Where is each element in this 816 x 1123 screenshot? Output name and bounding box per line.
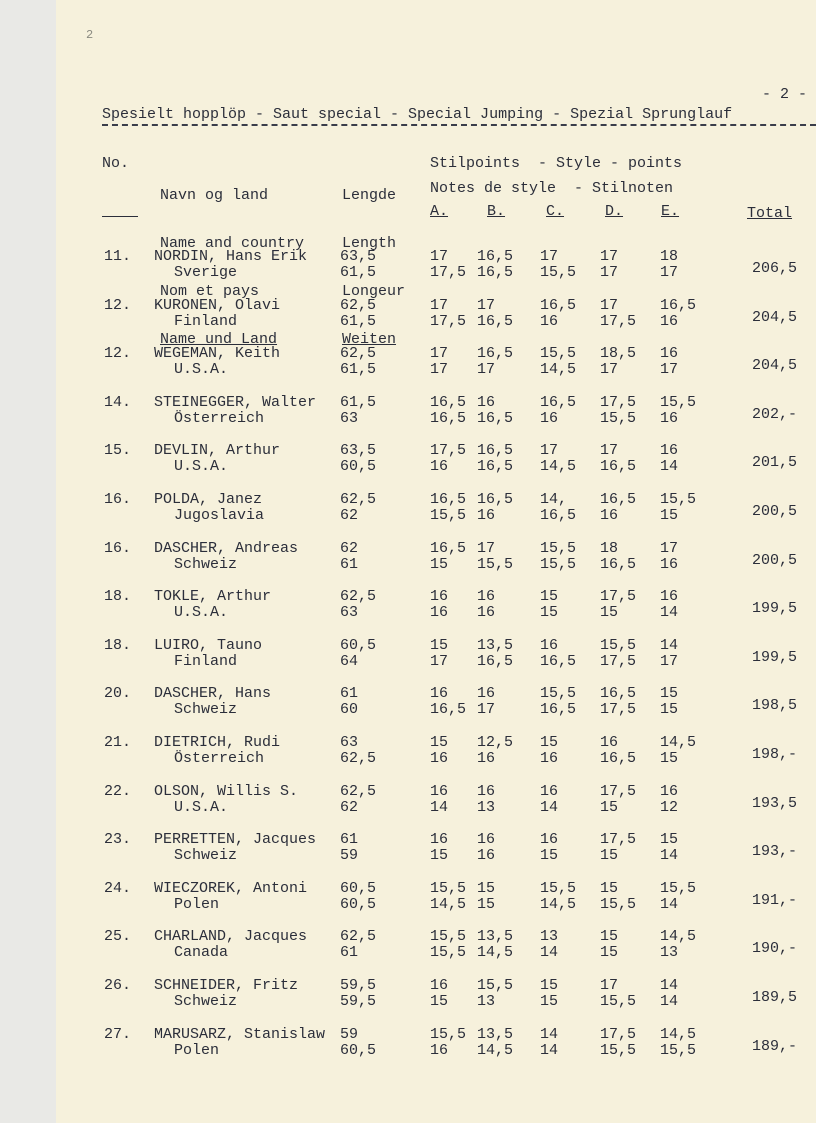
style-points-jump1: 17,5 xyxy=(600,1026,637,1043)
jump-length-2: 60 xyxy=(340,701,359,718)
style-points-jump2: 15,5 xyxy=(430,507,467,524)
style-points-jump1: 16,5 xyxy=(477,442,514,459)
style-points-jump1: 17,5 xyxy=(600,831,637,848)
style-points-jump1: 16 xyxy=(430,588,449,605)
style-points-jump2: 16 xyxy=(540,410,559,427)
style-points-jump1: 14,5 xyxy=(660,734,697,751)
style-points-jump1: 17,5 xyxy=(600,394,637,411)
style-points-jump1: 15,5 xyxy=(540,540,577,557)
jump-length-1: 62,5 xyxy=(340,783,377,800)
header-style-line2: Notes de style - Stilnoten xyxy=(430,180,674,197)
total-score: 189,- xyxy=(751,1038,797,1055)
style-points-jump1: 17 xyxy=(430,297,449,314)
style-points-jump2: 12 xyxy=(660,799,679,816)
style-points-jump2: 14 xyxy=(660,896,679,913)
style-points-jump1: 17 xyxy=(600,977,619,994)
total-score: 202,- xyxy=(751,406,797,423)
jump-length-1: 63,5 xyxy=(340,442,377,459)
style-points-jump2: 15 xyxy=(600,604,619,621)
athlete-country: Sverige xyxy=(174,264,238,281)
style-points-jump2: 17,5 xyxy=(600,653,637,670)
style-points-jump1: 14,5 xyxy=(660,1026,697,1043)
style-points-jump2: 13 xyxy=(477,799,496,816)
style-points-jump2: 14 xyxy=(540,1042,559,1059)
style-points-jump2: 14 xyxy=(540,799,559,816)
athlete-country: U.S.A. xyxy=(174,361,229,378)
style-points-jump2: 13 xyxy=(660,944,679,961)
row-number: 25. xyxy=(104,928,132,945)
style-points-jump2: 15 xyxy=(540,847,559,864)
jump-length-2: 61 xyxy=(340,944,359,961)
style-points-jump1: 17 xyxy=(600,442,619,459)
total-score: 200,5 xyxy=(751,503,797,520)
jump-length-1: 62 xyxy=(340,540,359,557)
style-points-jump2: 16,5 xyxy=(477,264,514,281)
style-points-jump2: 16 xyxy=(430,604,449,621)
athlete-country: Jugoslavia xyxy=(174,507,265,524)
style-points-jump1: 17 xyxy=(430,248,449,265)
athlete-name: LUIRO, Tauno xyxy=(154,637,263,654)
style-points-jump1: 17 xyxy=(540,248,559,265)
total-score: 193,- xyxy=(751,843,797,860)
jump-length-2: 61,5 xyxy=(340,361,377,378)
style-points-jump1: 16,5 xyxy=(477,491,514,508)
row-number: 20. xyxy=(104,685,132,702)
style-points-jump2: 16 xyxy=(660,410,679,427)
jump-length-1: 59 xyxy=(340,1026,359,1043)
row-number: 18. xyxy=(104,588,132,605)
total-score: 200,5 xyxy=(751,552,797,569)
dashed-rule xyxy=(102,124,816,126)
style-points-jump2: 16,5 xyxy=(477,653,514,670)
row-number: 18. xyxy=(104,637,132,654)
style-points-jump1: 12,5 xyxy=(477,734,514,751)
total-score: 206,5 xyxy=(751,260,797,277)
athlete-country: Finland xyxy=(174,313,238,330)
jump-length-2: 62,5 xyxy=(340,750,377,767)
jump-length-2: 61 xyxy=(340,556,359,573)
style-points-jump2: 15 xyxy=(660,750,679,767)
style-points-jump1: 16 xyxy=(430,831,449,848)
style-points-jump2: 16 xyxy=(660,556,679,573)
header-name-line: Name and country xyxy=(160,235,305,252)
style-points-jump2: 16 xyxy=(430,1042,449,1059)
row-number: 27. xyxy=(104,1026,132,1043)
athlete-name: STEINEGGER, Walter xyxy=(154,394,317,411)
style-points-jump1: 15,5 xyxy=(540,880,577,897)
style-points-jump1: 18 xyxy=(660,248,679,265)
jump-length-2: 59 xyxy=(340,847,359,864)
style-points-jump1: 16 xyxy=(477,831,496,848)
total-score: 190,- xyxy=(751,940,797,957)
total-score: 204,5 xyxy=(751,357,797,374)
style-points-jump2: 16,5 xyxy=(540,701,577,718)
athlete-name: TOKLE, Arthur xyxy=(154,588,272,605)
athlete-country: Polen xyxy=(174,1042,220,1059)
jump-length-1: 62,5 xyxy=(340,345,377,362)
style-points-jump2: 16 xyxy=(540,750,559,767)
style-points-jump1: 18,5 xyxy=(600,345,637,362)
style-points-jump1: 14, xyxy=(540,491,568,508)
style-points-jump2: 15,5 xyxy=(600,410,637,427)
style-points-jump1: 15,5 xyxy=(430,880,467,897)
style-points-jump1: 13,5 xyxy=(477,1026,514,1043)
athlete-country: Schweiz xyxy=(174,701,238,718)
style-points-jump2: 17 xyxy=(477,361,496,378)
jump-length-2: 59,5 xyxy=(340,993,377,1010)
style-points-jump1: 14 xyxy=(540,1026,559,1043)
athlete-country: U.S.A. xyxy=(174,799,229,816)
athlete-country: Schweiz xyxy=(174,556,238,573)
athlete-country: Schweiz xyxy=(174,847,238,864)
style-points-jump2: 15 xyxy=(600,847,619,864)
style-points-jump1: 13 xyxy=(540,928,559,945)
style-points-jump2: 16 xyxy=(600,507,619,524)
style-points-jump1: 16,5 xyxy=(540,394,577,411)
style-points-jump1: 16 xyxy=(477,588,496,605)
style-points-jump2: 15 xyxy=(430,847,449,864)
page-number: - 2 - xyxy=(762,86,808,103)
jump-length-2: 60,5 xyxy=(340,458,377,475)
jump-length-1: 62,5 xyxy=(340,928,377,945)
athlete-country: Polen xyxy=(174,896,220,913)
style-points-jump2: 17 xyxy=(430,653,449,670)
style-points-jump2: 15,5 xyxy=(660,1042,697,1059)
jump-length-2: 60,5 xyxy=(340,896,377,913)
style-points-jump2: 16,5 xyxy=(477,410,514,427)
jump-length-2: 62 xyxy=(340,507,359,524)
style-points-jump1: 16,5 xyxy=(430,491,467,508)
header-length-line: Longeur xyxy=(342,283,406,300)
style-points-jump2: 14 xyxy=(660,993,679,1010)
header-length-line: Weiten xyxy=(342,331,397,348)
style-points-jump2: 16,5 xyxy=(430,410,467,427)
jump-length-2: 60,5 xyxy=(340,1042,377,1059)
style-points-jump2: 15,5 xyxy=(600,993,637,1010)
style-points-jump2: 16,5 xyxy=(477,313,514,330)
style-points-jump2: 17 xyxy=(660,653,679,670)
style-points-jump2: 17 xyxy=(600,361,619,378)
style-points-jump2: 17,5 xyxy=(430,264,467,281)
style-points-jump1: 13,5 xyxy=(477,637,514,654)
style-points-jump2: 14,5 xyxy=(430,896,467,913)
row-number: 24. xyxy=(104,880,132,897)
jump-length-1: 62,5 xyxy=(340,297,377,314)
style-points-jump1: 15,5 xyxy=(660,880,697,897)
style-points-jump1: 15 xyxy=(600,880,619,897)
header-judge-b: B. xyxy=(487,203,506,220)
style-points-jump2: 17,5 xyxy=(600,313,637,330)
style-points-jump2: 16,5 xyxy=(600,556,637,573)
style-points-jump1: 15 xyxy=(540,734,559,751)
athlete-name: CHARLAND, Jacques xyxy=(154,928,308,945)
style-points-jump1: 17 xyxy=(660,540,679,557)
style-points-jump1: 15 xyxy=(660,685,679,702)
total-score: 191,- xyxy=(751,892,797,909)
style-points-jump1: 16 xyxy=(540,637,559,654)
style-points-jump2: 15,5 xyxy=(477,556,514,573)
header-judge-e: E. xyxy=(661,203,680,220)
style-points-jump2: 14 xyxy=(660,847,679,864)
athlete-name: DIETRICH, Rudi xyxy=(154,734,281,751)
jump-length-1: 59,5 xyxy=(340,977,377,994)
row-number: 12. xyxy=(104,297,132,314)
total-score: 204,5 xyxy=(751,309,797,326)
style-points-jump2: 16 xyxy=(430,750,449,767)
style-points-jump1: 15,5 xyxy=(477,977,514,994)
athlete-country: U.S.A. xyxy=(174,458,229,475)
style-points-jump2: 15,5 xyxy=(540,556,577,573)
style-points-jump1: 15,5 xyxy=(600,637,637,654)
jump-length-1: 63 xyxy=(340,734,359,751)
row-number: 16. xyxy=(104,540,132,557)
athlete-name: DASCHER, Hans xyxy=(154,685,272,702)
header-no: No. xyxy=(102,155,130,172)
style-points-jump2: 15,5 xyxy=(600,1042,637,1059)
row-number: 26. xyxy=(104,977,132,994)
style-points-jump2: 15 xyxy=(600,799,619,816)
style-points-jump2: 16,5 xyxy=(600,750,637,767)
row-number: 15. xyxy=(104,442,132,459)
style-points-jump2: 15,5 xyxy=(430,944,467,961)
style-points-jump1: 16,5 xyxy=(600,491,637,508)
header-name-line: Name und Land xyxy=(160,331,278,348)
style-points-jump2: 15 xyxy=(540,993,559,1010)
style-points-jump1: 16 xyxy=(477,783,496,800)
style-points-jump2: 14 xyxy=(430,799,449,816)
style-points-jump1: 18 xyxy=(600,540,619,557)
row-number: 21. xyxy=(104,734,132,751)
style-points-jump1: 14 xyxy=(660,637,679,654)
style-points-jump1: 16 xyxy=(477,394,496,411)
style-points-jump2: 17 xyxy=(660,264,679,281)
style-points-jump1: 15,5 xyxy=(660,394,697,411)
athlete-name: DEVLIN, Arthur xyxy=(154,442,281,459)
style-points-jump1: 16 xyxy=(430,685,449,702)
style-points-jump1: 15,5 xyxy=(540,345,577,362)
style-points-jump2: 16 xyxy=(477,847,496,864)
header-judge-a: A. xyxy=(430,203,449,220)
style-points-jump2: 16,5 xyxy=(600,458,637,475)
style-points-jump1: 15 xyxy=(430,637,449,654)
style-points-jump1: 16,5 xyxy=(477,248,514,265)
style-points-jump1: 15 xyxy=(477,880,496,897)
style-points-jump2: 15 xyxy=(430,556,449,573)
athlete-name: POLDA, Janez xyxy=(154,491,263,508)
style-points-jump2: 16 xyxy=(660,313,679,330)
jump-length-2: 61,5 xyxy=(340,264,377,281)
style-points-jump1: 15 xyxy=(540,977,559,994)
total-score: 193,5 xyxy=(751,795,797,812)
jump-length-1: 60,5 xyxy=(340,880,377,897)
jump-length-1: 61 xyxy=(340,685,359,702)
style-points-jump1: 17 xyxy=(600,297,619,314)
header-judge-c: C. xyxy=(546,203,565,220)
style-points-jump2: 16 xyxy=(477,507,496,524)
style-points-jump1: 16 xyxy=(430,977,449,994)
style-points-jump2: 16 xyxy=(477,604,496,621)
style-points-jump1: 16,5 xyxy=(600,685,637,702)
style-points-jump2: 14 xyxy=(660,604,679,621)
row-number: 12. xyxy=(104,345,132,362)
style-points-jump1: 16,5 xyxy=(477,345,514,362)
row-number: 23. xyxy=(104,831,132,848)
row-number: 22. xyxy=(104,783,132,800)
style-points-jump1: 16,5 xyxy=(540,297,577,314)
style-points-jump2: 15 xyxy=(540,604,559,621)
style-points-jump2: 15,5 xyxy=(540,264,577,281)
athlete-name: NORDIN, Hans Erik xyxy=(154,248,308,265)
style-points-jump1: 15 xyxy=(540,588,559,605)
jump-length-1: 62,5 xyxy=(340,588,377,605)
style-points-jump1: 17 xyxy=(477,297,496,314)
style-points-jump2: 15 xyxy=(477,896,496,913)
style-points-jump1: 17 xyxy=(600,248,619,265)
style-points-jump1: 16 xyxy=(540,783,559,800)
style-points-jump1: 15,5 xyxy=(660,491,697,508)
style-points-jump2: 14 xyxy=(540,944,559,961)
header-style-line1: Stilpoints - Style - points xyxy=(430,155,683,172)
style-points-jump1: 16 xyxy=(477,685,496,702)
style-points-jump2: 16 xyxy=(540,313,559,330)
style-points-jump1: 15 xyxy=(430,734,449,751)
row-number: 11. xyxy=(104,248,132,265)
style-points-jump2: 14,5 xyxy=(540,896,577,913)
style-points-jump2: 15 xyxy=(660,507,679,524)
style-points-jump2: 15 xyxy=(660,701,679,718)
style-points-jump2: 17 xyxy=(430,361,449,378)
header-name-line: Navn og land xyxy=(160,187,269,204)
style-points-jump1: 17 xyxy=(430,345,449,362)
style-points-jump2: 16,5 xyxy=(477,458,514,475)
style-points-jump2: 16,5 xyxy=(430,701,467,718)
athlete-name: SCHNEIDER, Fritz xyxy=(154,977,299,994)
style-points-jump1: 15 xyxy=(660,831,679,848)
document-title: Spesielt hopplöp - Saut special - Special Jumping - Spezial Sprunglauf xyxy=(102,106,733,123)
style-points-jump2: 17,5 xyxy=(600,701,637,718)
style-points-jump1: 17 xyxy=(540,442,559,459)
jump-length-1: 63,5 xyxy=(340,248,377,265)
header-no-underline xyxy=(102,216,138,217)
athlete-country: Österreich xyxy=(174,750,265,767)
style-points-jump1: 17,5 xyxy=(600,783,637,800)
row-number: 16. xyxy=(104,491,132,508)
jump-length-1: 61,5 xyxy=(340,394,377,411)
style-points-jump1: 16 xyxy=(660,442,679,459)
athlete-name: WEGEMAN, Keith xyxy=(154,345,281,362)
style-points-jump2: 16 xyxy=(477,750,496,767)
style-points-jump2: 16 xyxy=(430,458,449,475)
jump-length-2: 63 xyxy=(340,604,359,621)
athlete-name: DASCHER, Andreas xyxy=(154,540,299,557)
style-points-jump2: 17 xyxy=(600,264,619,281)
style-points-jump1: 14 xyxy=(660,977,679,994)
style-points-jump2: 14,5 xyxy=(477,1042,514,1059)
athlete-name: MARUSARZ, Stanislaw xyxy=(154,1026,326,1043)
style-points-jump1: 16 xyxy=(540,831,559,848)
header-name-line: Nom et pays xyxy=(160,283,260,300)
style-points-jump2: 16,5 xyxy=(540,507,577,524)
athlete-country: Finland xyxy=(174,653,238,670)
style-points-jump1: 16 xyxy=(660,588,679,605)
row-number: 14. xyxy=(104,394,132,411)
style-points-jump1: 16 xyxy=(660,345,679,362)
style-points-jump1: 15,5 xyxy=(430,928,467,945)
style-points-jump2: 15 xyxy=(430,993,449,1010)
style-points-jump1: 16,5 xyxy=(660,297,697,314)
jump-length-2: 63 xyxy=(340,410,359,427)
style-points-jump2: 15 xyxy=(600,944,619,961)
jump-length-2: 62 xyxy=(340,799,359,816)
header-total: Total xyxy=(747,205,793,222)
total-score: 199,5 xyxy=(751,600,797,617)
pencil-mark: 2 xyxy=(86,28,94,42)
jump-length-1: 61 xyxy=(340,831,359,848)
total-score: 198,- xyxy=(751,746,797,763)
athlete-country: Schweiz xyxy=(174,993,238,1010)
jump-length-1: 60,5 xyxy=(340,637,377,654)
jump-length-2: 61,5 xyxy=(340,313,377,330)
athlete-country: Österreich xyxy=(174,410,265,427)
style-points-jump1: 14,5 xyxy=(660,928,697,945)
style-points-jump1: 15,5 xyxy=(540,685,577,702)
style-points-jump2: 16,5 xyxy=(540,653,577,670)
style-points-jump2: 13 xyxy=(477,993,496,1010)
style-points-jump1: 17,5 xyxy=(600,588,637,605)
style-points-jump2: 14,5 xyxy=(477,944,514,961)
style-points-jump1: 16 xyxy=(600,734,619,751)
style-points-jump2: 14,5 xyxy=(540,361,577,378)
style-points-jump2: 14 xyxy=(660,458,679,475)
athlete-country: Canada xyxy=(174,944,229,961)
style-points-jump2: 17 xyxy=(660,361,679,378)
header-length-line: Lengde xyxy=(342,187,397,204)
style-points-jump2: 17,5 xyxy=(430,313,467,330)
athlete-name: OLSON, Willis S. xyxy=(154,783,299,800)
style-points-jump1: 17,5 xyxy=(430,442,467,459)
athlete-country: U.S.A. xyxy=(174,604,229,621)
style-points-jump1: 16 xyxy=(660,783,679,800)
jump-length-2: 64 xyxy=(340,653,359,670)
total-score: 201,5 xyxy=(751,454,797,471)
style-points-jump1: 16,5 xyxy=(430,394,467,411)
style-points-jump1: 15,5 xyxy=(430,1026,467,1043)
jump-length-1: 62,5 xyxy=(340,491,377,508)
athlete-name: KURONEN, Olavi xyxy=(154,297,281,314)
total-score: 189,5 xyxy=(751,989,797,1006)
athlete-name: WIECZOREK, Antoni xyxy=(154,880,308,897)
total-score: 199,5 xyxy=(751,649,797,666)
athlete-name: PERRETTEN, Jacques xyxy=(154,831,317,848)
style-points-jump1: 16,5 xyxy=(430,540,467,557)
style-points-jump2: 14,5 xyxy=(540,458,577,475)
style-points-jump2: 17 xyxy=(477,701,496,718)
style-points-jump1: 13,5 xyxy=(477,928,514,945)
total-score: 198,5 xyxy=(751,697,797,714)
header-judge-d: D. xyxy=(605,203,624,220)
style-points-jump1: 15 xyxy=(600,928,619,945)
header-length-line: Length xyxy=(342,235,397,252)
style-points-jump1: 17 xyxy=(477,540,496,557)
style-points-jump2: 15,5 xyxy=(600,896,637,913)
style-points-jump1: 16 xyxy=(430,783,449,800)
